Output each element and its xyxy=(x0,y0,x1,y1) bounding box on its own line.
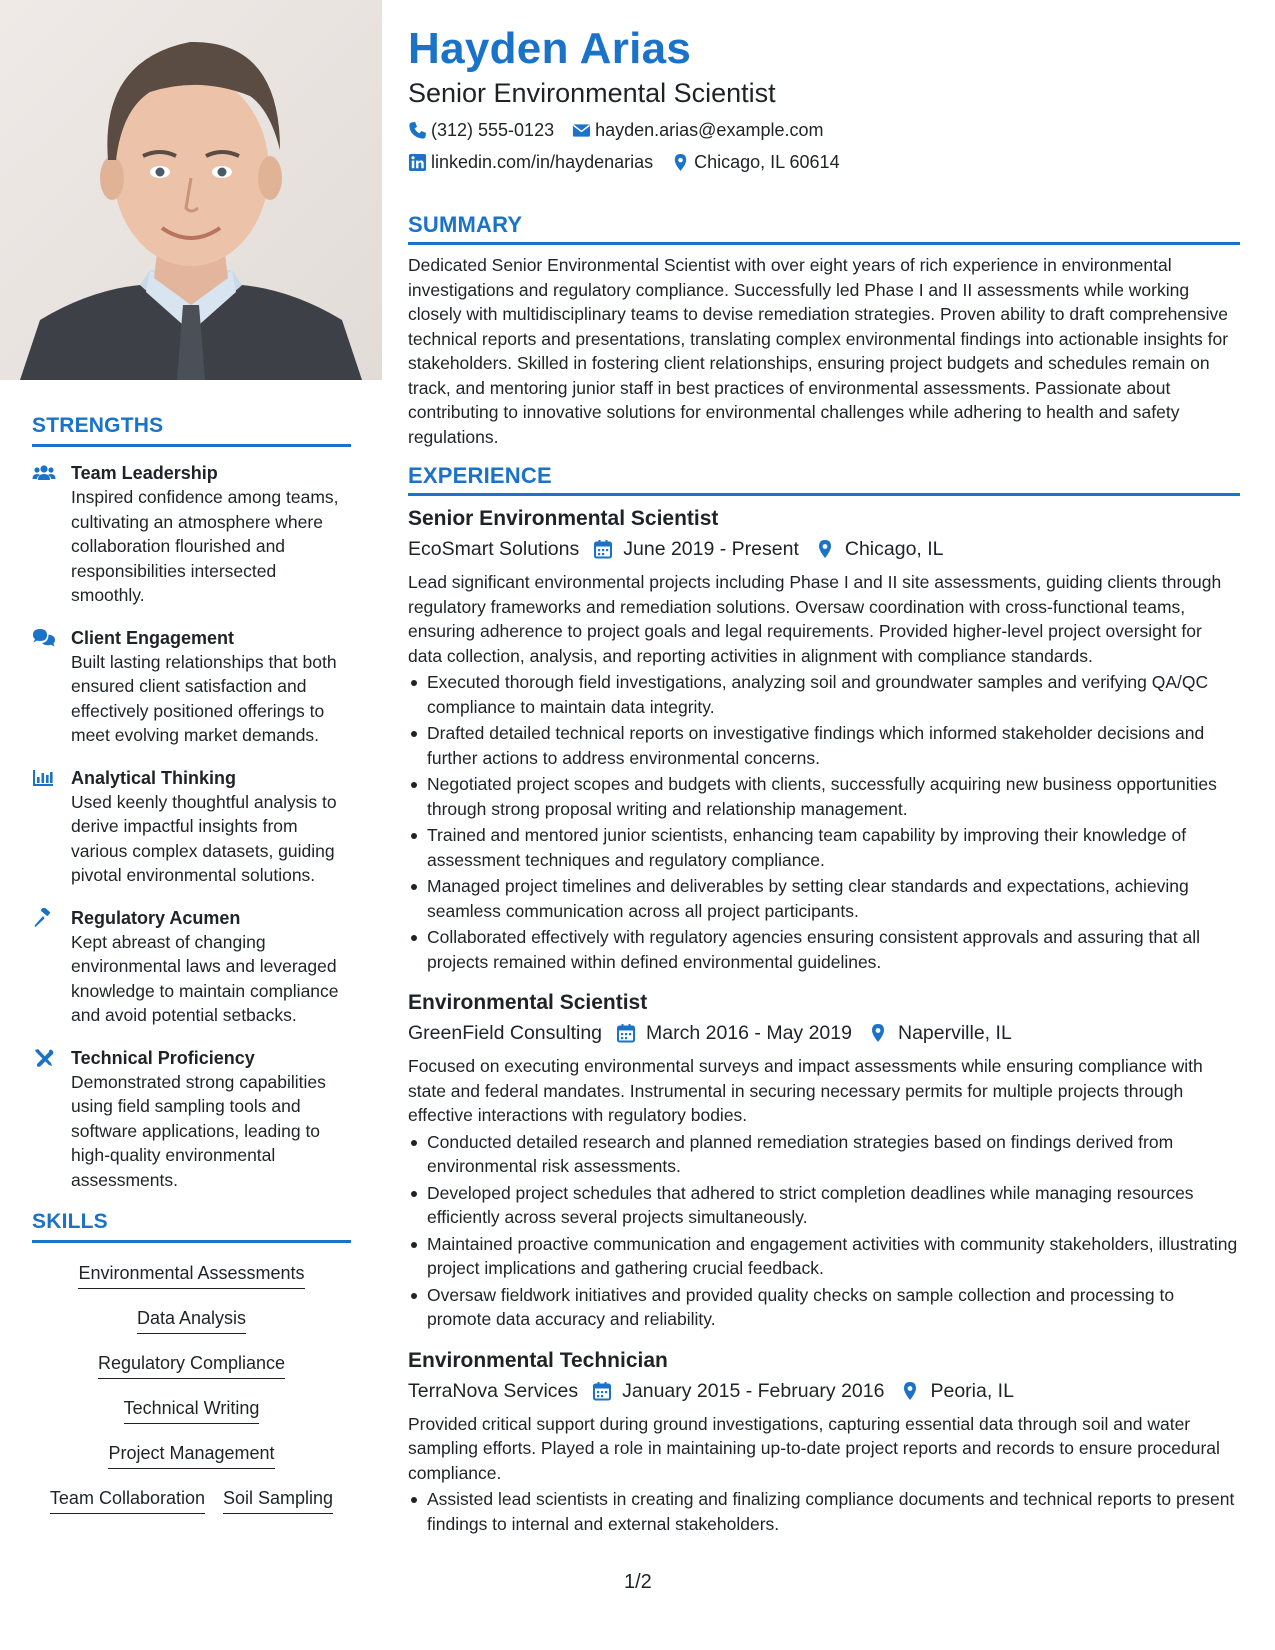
strength-title: Regulatory Acumen xyxy=(71,907,241,928)
job-location: Naperville, IL xyxy=(897,1022,1012,1044)
gavel-icon xyxy=(32,906,71,1028)
strength-title: Analytical Thinking xyxy=(71,767,237,788)
experience-heading: EXPERIENCE xyxy=(408,463,1240,496)
calendar-icon xyxy=(593,539,613,559)
sidebar xyxy=(0,0,382,1650)
strength-title: Client Engagement xyxy=(71,627,235,648)
skill-tag: Regulatory Compliance xyxy=(98,1351,285,1379)
calendar-icon xyxy=(616,1023,636,1043)
company-name: EcoSmart Solutions xyxy=(408,538,580,560)
users-icon xyxy=(32,461,71,608)
job-entry xyxy=(408,504,1240,974)
job-description: Lead significant environmental projects including Phase I and II site assessments, guiding clients through regulatory frameworks and remediation solutions. Oversaw coordination with cross-functional teams, ensuring adherence to project goals and legal requirements. Provided higher-level project oversight for data collection, analysis, and reporting activities in alignment with compliance standards. xyxy=(408,572,1222,666)
bullet-item: Conducted detailed research and planned remediation strategies based on findings derived from environmental risk assessments. xyxy=(408,1130,1240,1179)
bullet-item: Developed project schedules that adhered to strict completion deadlines while managing resources efficiently across several projects simultaneously. xyxy=(408,1181,1240,1230)
strength-title: Team Leadership xyxy=(71,463,218,483)
comments-icon xyxy=(32,626,71,748)
skills-list xyxy=(32,1257,351,1531)
map-pin-icon xyxy=(900,1381,920,1401)
bullet-item: Executed thorough field investigations, analyzing soil and groundwater samples and verifying QA/QC compliance to maintain data integrity. xyxy=(408,670,1240,719)
job-title: Senior Environmental Scientist xyxy=(408,507,719,530)
phone-icon xyxy=(408,121,427,140)
job-title: Environmental Scientist xyxy=(408,991,648,1014)
job-description: Provided critical support during ground investigations, capturing essential data through soil and water sampling efforts. Played a role in maintaining up-to-date project reports and records to ensure procedural compliance. xyxy=(408,1413,1220,1483)
email-contact[interactable] xyxy=(572,114,823,146)
job-meta xyxy=(408,1376,1240,1406)
linkedin-icon xyxy=(408,153,427,172)
job-bullets xyxy=(408,1487,1240,1536)
skill-tag: Soil Sampling xyxy=(223,1486,333,1514)
location-text: Chicago, IL 60614 xyxy=(694,152,840,172)
job-location: Peoria, IL xyxy=(930,1379,1014,1402)
strength-item xyxy=(32,461,351,608)
map-pin-icon xyxy=(671,153,690,172)
job-meta xyxy=(408,534,1240,564)
linkedin-text: linkedin.com/in/haydenarias xyxy=(431,152,654,172)
strength-item xyxy=(32,626,351,748)
job-dates: January 2015 - February 2016 xyxy=(622,1379,885,1402)
job-meta xyxy=(408,1018,1240,1048)
skill-tag: Technical Writing xyxy=(124,1396,260,1424)
bullet-item: Trained and mentored junior scientists, enhancing team capability by improving their knowledge of assessment techniques and regulatory compliance. xyxy=(408,823,1240,872)
tools-icon xyxy=(32,1046,71,1193)
portrait-illustration xyxy=(0,0,382,380)
company-name: GreenField Consulting xyxy=(408,1022,603,1044)
bullet-item: Maintained proactive communication and engagement activities with community stakeholders, illustrating project implications and gathering crucial feedback. xyxy=(408,1232,1240,1281)
page-number: 1/2 xyxy=(624,1571,652,1593)
phone-contact[interactable] xyxy=(408,114,554,146)
skill-tag: Team Collaboration xyxy=(50,1486,205,1514)
strength-item xyxy=(32,906,351,1028)
location-contact xyxy=(671,146,839,178)
contact-info xyxy=(408,114,928,178)
bullet-item: Oversaw fieldwork initiatives and provided quality checks on sample collection and processing to promote data accuracy and reliability. xyxy=(408,1283,1240,1332)
skills-heading: SKILLS xyxy=(32,1210,351,1243)
bullet-item: Negotiated project scopes and budgets with clients, successfully acquiring new business opportunities through strong proposal writing and relationship management. xyxy=(408,772,1240,821)
strength-description: Inspired confidence among teams, cultivating an atmosphere where collaboration flourished and responsibilities intersected smoothly. xyxy=(71,487,339,605)
phone-text: (312) 555-0123 xyxy=(431,120,555,140)
strength-description: Demonstrated strong capabilities using field sampling tools and software applications, leading to high-quality environmental assessments. xyxy=(71,1071,326,1190)
linkedin-contact[interactable] xyxy=(408,146,653,178)
main-content xyxy=(408,0,1240,1550)
chart-icon xyxy=(32,766,71,888)
job-description: Focused on executing environmental surveys and impact assessments while ensuring compliance with state and federal mandates. Instrumental in securing necessary permits for multiple projects through effective interactions with regulatory bodies. xyxy=(408,1056,1203,1125)
summary-heading: SUMMARY xyxy=(408,212,1240,245)
skill-tag: Project Management xyxy=(108,1441,274,1469)
job-bullets xyxy=(408,670,1240,974)
bullet-item: Drafted detailed technical reports on investigative findings which informed stakeholder decisions and further actions to address environmental concerns. xyxy=(408,721,1240,770)
strength-description: Built lasting relationships that both ensured client satisfaction and effectively positioned offerings to meet evolving market demands. xyxy=(71,651,337,745)
strength-title: Technical Proficiency xyxy=(71,1047,255,1068)
email-text: hayden.arias@example.com xyxy=(595,120,824,140)
job-entry xyxy=(408,1346,1240,1537)
job-bullets xyxy=(408,1130,1240,1332)
profile-photo xyxy=(0,0,382,380)
strength-item xyxy=(32,766,351,888)
summary-text: Dedicated Senior Environmental Scientist with over eight years of rich experience in environmental investigations and regulatory compliance. Successfully led Phase I and II assessments while working closely with multidisciplinary teams to devise remediation strategies. Proven ability to draft comprehensive technical reports and presentations, translating complex environmental findings into actionable insights for stakeholders. Skilled in fostering client relationships, ensuring project budgets and schedules remain on track, and mentoring junior staff in best practices of environmental assessments. Passionate about contributing to innovative solutions for environmental challenges while adhering to health and safety regulations. xyxy=(408,255,1229,447)
job-title: Environmental Technician xyxy=(408,1348,668,1372)
candidate-name: Hayden Arias xyxy=(408,24,692,73)
candidate-title: Senior Environmental Scientist xyxy=(408,78,776,108)
map-pin-icon xyxy=(815,539,835,559)
job-dates: March 2016 - May 2019 xyxy=(646,1022,852,1044)
job-dates: June 2019 - Present xyxy=(623,538,799,560)
skill-tag: Data Analysis xyxy=(137,1306,246,1334)
bullet-item: Assisted lead scientists in creating and finalizing compliance documents and technical reports to present findings to internal and external stakeholders. xyxy=(408,1487,1240,1536)
skill-tag: Environmental Assessments xyxy=(78,1261,304,1289)
envelope-icon xyxy=(572,121,591,140)
bullet-item: Collaborated effectively with regulatory agencies ensuring consistent approvals and assuring that all projects remained within defined environmental guidelines. xyxy=(408,925,1240,974)
strength-description: Kept abreast of changing environmental laws and leveraged knowledge to maintain compliance and avoid potential setbacks. xyxy=(71,931,339,1025)
strength-item xyxy=(32,1046,351,1193)
strength-description: Used keenly thoughtful analysis to derive impactful insights from various complex datasets, guiding pivotal environmental solutions. xyxy=(71,791,337,885)
job-location: Chicago, IL xyxy=(844,538,944,560)
job-entry xyxy=(408,988,1240,1332)
strengths-heading: STRENGTHS xyxy=(32,414,351,447)
company-name: TerraNova Services xyxy=(408,1379,579,1402)
calendar-icon xyxy=(592,1381,612,1401)
bullet-item: Managed project timelines and deliverables by setting clear standards and expectations, achieving seamless communication across all project participants. xyxy=(408,874,1240,923)
map-pin-icon xyxy=(868,1023,888,1043)
